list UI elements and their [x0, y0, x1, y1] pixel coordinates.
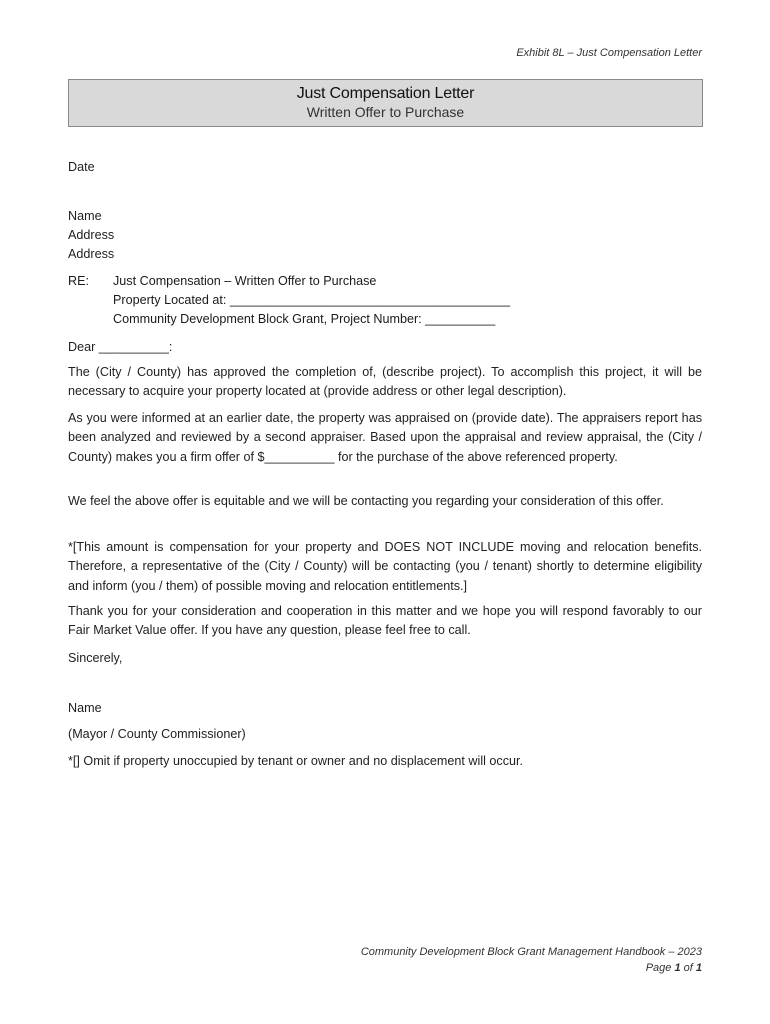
paragraph-project: The (City / County) has approved the completion of, (describe project). To accomplish this project, it will be necessary to acquire your property located at (provide address or other legal description).	[68, 365, 702, 399]
paragraph-equitable: We feel the above offer is equitable and we will be contacting you regarding your consideration of this offer.	[68, 494, 664, 508]
page-prefix: Page	[645, 962, 675, 974]
document-subtitle: Written Offer to Purchase	[306, 104, 465, 120]
signer-name: Name	[68, 701, 102, 715]
date-line: Date	[68, 160, 95, 174]
re-line-subject: Just Compensation – Written Offer to Purchase	[113, 274, 377, 288]
paragraph-thanks: Thank you for your consideration and cooperation in this matter and we hope you will respond favorably to our Fair Market Value offer. If you have any question, please feel free to call.	[68, 604, 702, 638]
recipient-address-1: Address	[68, 228, 115, 242]
footnote: *[] Omit if property unoccupied by tenant or owner and no displacement will occur.	[68, 754, 524, 768]
page-of: of	[680, 962, 696, 974]
title-box	[68, 79, 703, 127]
salutation: Dear __________:	[68, 340, 173, 354]
signer-title: (Mayor / County Commissioner)	[68, 727, 246, 741]
re-label: RE:	[68, 274, 89, 288]
page-current: 1	[674, 962, 681, 974]
exhibit-header: Exhibit 8L – Just Compensation Letter	[516, 47, 702, 59]
closing: Sincerely,	[68, 651, 123, 665]
recipient-name: Name	[68, 209, 102, 223]
footer-page-number	[646, 962, 702, 974]
recipient-address-2: Address	[68, 247, 115, 261]
footer-handbook: Community Development Block Grant Management Handbook – 2023	[360, 946, 702, 958]
document-title: Just Compensation Letter	[296, 85, 475, 102]
re-line-project: Community Development Block Grant, Project Number: __________	[113, 312, 496, 326]
page-total: 1	[695, 962, 702, 974]
re-line-property: Property Located at: ________________________________________	[113, 293, 511, 307]
paragraph-relocation-note: *[This amount is compensation for your property and DOES NOT INCLUDE moving and relocation benefits. Therefore, a representative of the (City / County) will be contacting (you / tenant) shortly to determine eligibility and inform (you / them) of possible moving and relocation entitlements.]	[68, 540, 702, 593]
paragraph-appraisal: As you were informed at an earlier date, the property was appraised on (provide date). The appraisers report has been analyzed and reviewed by a second appraiser. Based upon the appraisal and review appraisal, the (City / County) makes you a firm offer of $__________ for the purchase of the above referenced property.	[68, 411, 702, 464]
